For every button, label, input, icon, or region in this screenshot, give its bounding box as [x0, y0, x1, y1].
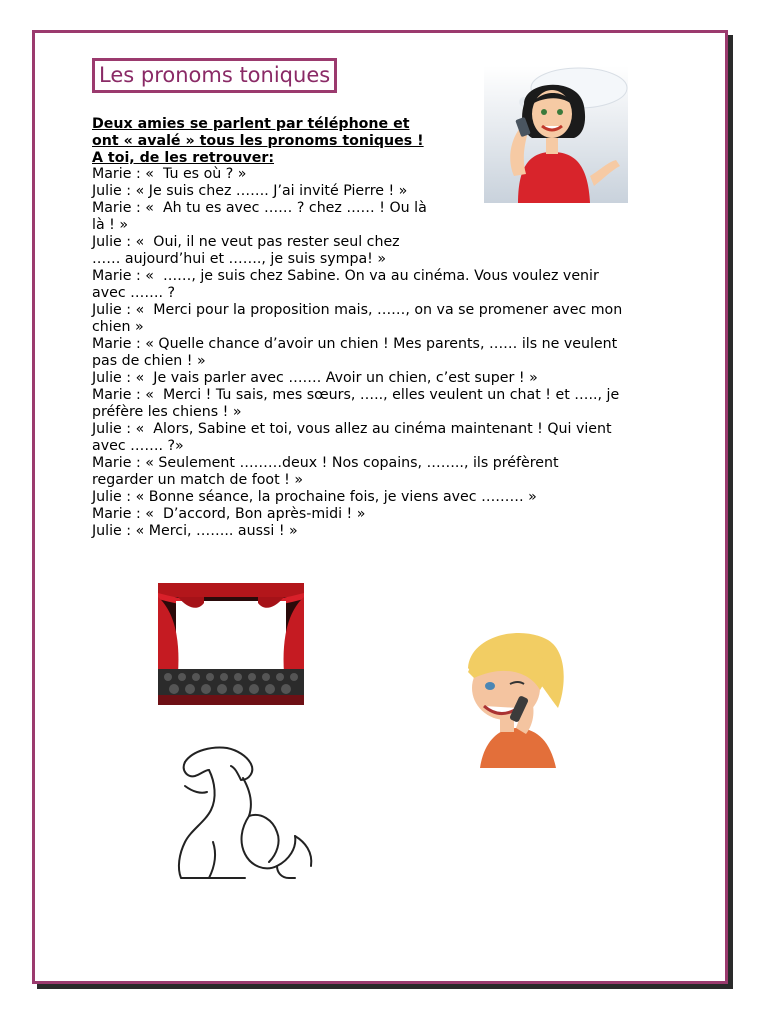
dialogue [92, 166, 622, 540]
dialogue-line: …… aujourd’hui et ……., je suis sympa! » [92, 251, 387, 267]
instruction-line: A toi, de les retrouver: [92, 150, 275, 166]
instruction-line: Deux amies se parlent par téléphone et [92, 116, 410, 132]
dialogue-line: avec ……. ? [92, 285, 176, 301]
dialogue-line: Marie : « Ah tu es avec …… ? chez …… ! Ou là [92, 200, 427, 216]
dialogue-line: regarder un match de foot ! » [92, 472, 304, 488]
instruction [92, 116, 472, 167]
dialogue-line: Marie : « D’accord, Bon après-midi ! » [92, 506, 366, 522]
dialogue-line: Julie : « Je suis chez ……. J’ai invité Pierre ! » [92, 183, 408, 199]
dialogue-line: Julie : « Merci, …….. aussi ! » [92, 523, 298, 539]
dialogue-line: Julie : « Bonne séance, la prochaine fois, je viens avec ……… » [92, 489, 537, 505]
cinema-theatre-illustration [158, 583, 304, 705]
dialogue-line: Julie : « Oui, il ne veut pas rester seul chez [92, 234, 400, 250]
dialogue-line: chien » [92, 319, 144, 335]
dialogue-line: Marie : « Quelle chance d’avoir un chien ! Mes parents, …… ils ne veulent [92, 336, 618, 352]
dialogue-line: Julie : « Merci pour la proposition mais, ……, on va se promener avec mon [92, 302, 623, 318]
blonde-woman-phone-illustration [460, 628, 568, 768]
dialogue-line: avec ……. ?» [92, 438, 184, 454]
dialogue-line: Marie : « ……, je suis chez Sabine. On va au cinéma. Vous voulez venir [92, 268, 599, 284]
dialogue-line: Marie : « Seulement ………deux ! Nos copains, …….., ils préfèrent [92, 455, 559, 471]
dialogue-line: Marie : « Tu es où ? » [92, 166, 247, 182]
dialogue-line: préfère les chiens ! » [92, 404, 242, 420]
dog-outline-illustration [165, 742, 315, 888]
page-title: Les pronoms toniques [92, 58, 337, 93]
woman-phone-illustration [484, 66, 628, 203]
dialogue-line: Marie : « Merci ! Tu sais, mes sœurs, ….., elles veulent un chat ! et ….., je [92, 387, 620, 403]
instruction-line: ont « avalé » tous les pronoms toniques ! [92, 133, 424, 149]
dialogue-line: Julie : « Je vais parler avec ……. Avoir un chien, c’est super ! » [92, 370, 538, 386]
dialogue-line: Julie : « Alors, Sabine et toi, vous allez au cinéma maintenant ! Qui vient [92, 421, 612, 437]
dialogue-line: là ! » [92, 217, 129, 233]
dialogue-line: pas de chien ! » [92, 353, 206, 369]
